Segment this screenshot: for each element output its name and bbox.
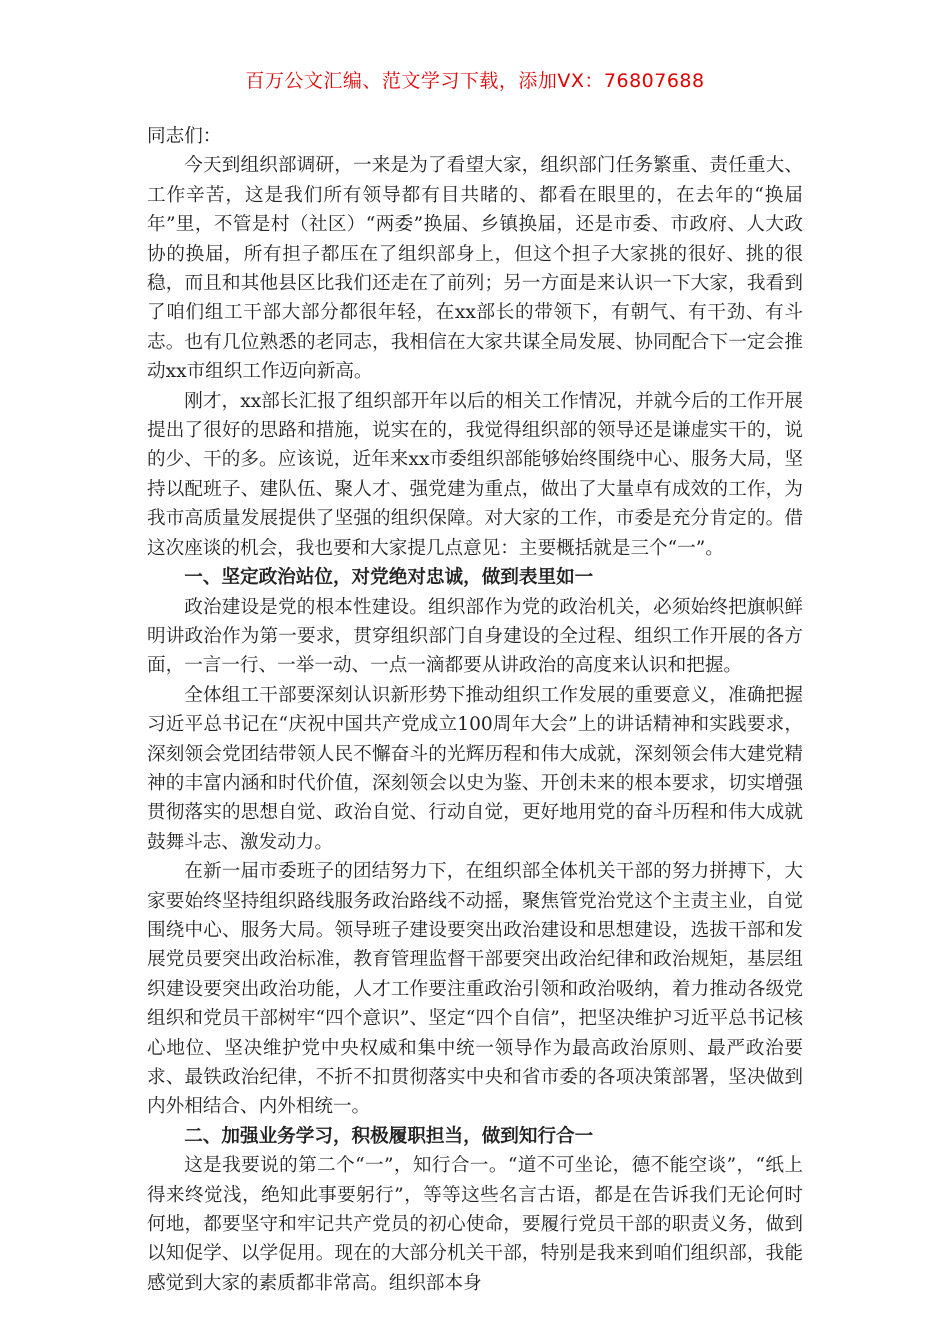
section-heading: 二、加强业务学习，积极履职担当，做到知行合一 <box>184 1125 594 1147</box>
greeting: 同志们： <box>147 126 222 147</box>
paragraph: 这是我要说的第二个“一”，知行合一。“道不可坐论，德不能空谈”，“纸上得来终觉浅，绝知此事要躬行”，等等这些名言古语，都是在告诉我们无论何时何地，都要坚守和牢记共产党员的初心使命，要履行党员干部的职责义务，做到以知促学、以学促用。现在的大部分机关干部，特别是我来到咱们组织部，我能感觉到大家的素质都非常高。组织部本身 <box>147 1155 803 1294</box>
paragraph: 刚才，xx部长汇报了组织部开年以后的相关工作情况，并就今后的工作开展提出了很好的思路和措施，说实在的，我觉得组织部的领导还是谦虚实干的，说的少、干的多。应该说，近年来xx市委组织部能够始终围绕中心、服务大局，坚持以配班子、建队伍、聚人才、强党建为重点，做出了大量卓有成效的工作，为我市高质量发展提供了坚强的组织保障。对大家的工作，市委是充分肯定的。借这次座谈的机会，我也要和大家提几点意见：主要概括就是三个“一”。 <box>147 390 803 559</box>
paragraph: 在新一届市委班子的团结努力下，在组织部全体机关干部的努力拼搏下，大家要始终坚持组织路线服务政治路线不动摇，聚焦管党治党这个主责主业，自觉围绕中心、服务大局。领导班子建设要突出政治建设和思想建设，选拔干部和发展党员要突出政治标准，教育管理监督干部要突出政治纪律和政治规矩，基层组织建设要突出政治功能，人才工作要注重政治引领和政治吸纳，着力推动各级党组织和党员干部树牢“四个意识”、坚定“四个自信”，把坚决维护习近平总书记核心地位、坚决维护党中央权威和集中统一领导作为最高政治原则、最严政治要求、最铁政治纪律，不折不扣贯彻落实中央和省市委的各项决策部署，坚决做到内外相结合、内外相统一。 <box>147 861 803 1118</box>
header-banner: 百万公文汇编、范文学习下载，添加VX：76807688 <box>245 70 705 92</box>
section-heading: 一、坚定政治站位，对党绝对忠诚，做到表里如一 <box>184 567 594 589</box>
paragraph: 政治建设是党的根本性建设。组织部作为党的政治机关，必须始终把旗帜鲜明讲政治作为第一要求，贯穿组织部门自身建设的全过程、组织工作开展的各方面，一言一行、一举一动、一点一滴都要从讲政治的高度来认识和把握。 <box>147 596 803 677</box>
paragraph: 全体组工干部要深刻认识新形势下推动组织工作发展的重要意义，准确把握习近平总书记在“庆祝中国共产党成立100周年大会”上的讲话精神和实践要求，深刻领会党团结带领人民不懈奋斗的光辉历程和伟大成就，深刻领会伟大建党精神的丰富内涵和时代价值，深刻领会以史为鉴、开创未来的根本要求，切实增强贯彻落实的思想自觉、政治自觉、行动自觉，更好地用党的奋斗历程和伟大成就鼓舞斗志、激发动力。 <box>147 684 803 853</box>
paragraph: 今天到组织部调研，一来是为了看望大家，组织部门任务繁重、责任重大、工作辛苦，这是我们所有领导都有目共睹的、都看在眼里的，在去年的“换届年”里，不管是村（社区）“两委”换届、乡镇换届，还是市委、市政府、人大政协的换届，所有担子都压在了组织部身上，但这个担子大家挑的很好、挑的很稳，而且和其他县区比我们还走在了前列；另一方面是来认识一下大家，我看到了咱们组工干部大部分都很年轻，在xx部长的带领下，有朝气、有干劲、有斗志。也有几位熟悉的老同志，我相信在大家共谋全局发展、协同配合下一定会推动xx市组织工作迈向新高。 <box>147 155 803 383</box>
document-body <box>147 122 803 1298</box>
